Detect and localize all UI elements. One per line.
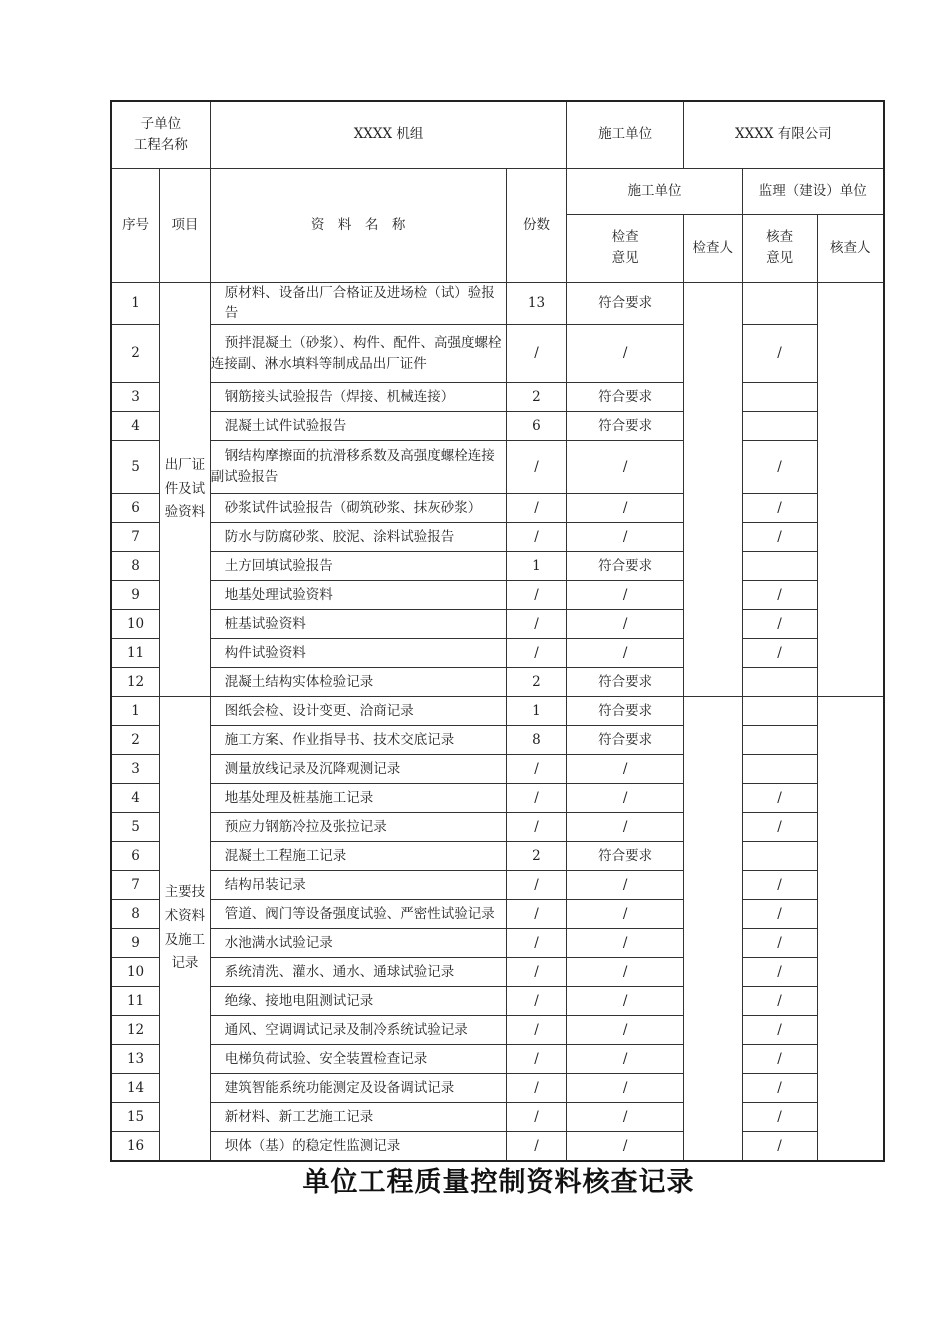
table-row bbox=[111, 900, 884, 929]
document-name: 混凝土结构实体检验记录 bbox=[210, 668, 506, 697]
verify-opinion-cell: / bbox=[742, 639, 817, 668]
copies-cell: / bbox=[506, 325, 567, 383]
verify-opinion-cell bbox=[742, 282, 817, 325]
copies-cell: / bbox=[506, 610, 567, 639]
verify-opinion-cell bbox=[742, 668, 817, 697]
row-number: 3 bbox=[111, 383, 160, 412]
category-label-line: 主要技 bbox=[164, 884, 206, 901]
contractor-group-header: 施工单位 bbox=[567, 168, 742, 214]
table-row bbox=[111, 987, 884, 1016]
row-number: 12 bbox=[111, 668, 160, 697]
category-label-line: 及施工 bbox=[164, 931, 206, 948]
table-row bbox=[111, 441, 884, 494]
row-number: 3 bbox=[111, 755, 160, 784]
checker-cell bbox=[683, 282, 742, 697]
check-opinion-cell: 符合要求 bbox=[567, 552, 683, 581]
check-opinion-cell: 符合要求 bbox=[567, 697, 683, 726]
project-label-line2: 工程名称 bbox=[133, 136, 188, 153]
verify-opinion-cell bbox=[742, 842, 817, 871]
col-checker-header: 检查人 bbox=[683, 214, 742, 282]
document-name: 地基处理及桩基施工记录 bbox=[210, 784, 506, 813]
col-verify-opinion-header bbox=[742, 214, 817, 282]
check-opinion-cell: / bbox=[567, 1074, 683, 1103]
table-row bbox=[111, 929, 884, 958]
table-row bbox=[111, 1016, 884, 1045]
table-row bbox=[111, 610, 884, 639]
check-opinion-cell: 符合要求 bbox=[567, 412, 683, 441]
document-name: 桩基试验资料 bbox=[210, 610, 506, 639]
row-number: 14 bbox=[111, 1074, 160, 1103]
table-row bbox=[111, 668, 884, 697]
copies-cell: / bbox=[506, 1074, 567, 1103]
verify-opinion-cell: / bbox=[742, 610, 817, 639]
row-number: 6 bbox=[111, 494, 160, 523]
verify-opinion-cell: / bbox=[742, 325, 817, 383]
copies-cell: / bbox=[506, 1132, 567, 1161]
verify-opinion-cell: / bbox=[742, 494, 817, 523]
verify-opinion-cell bbox=[742, 697, 817, 726]
document-name: 图纸会检、设计变更、洽商记录 bbox=[210, 697, 506, 726]
document-name: 钢筋接头试验报告（焊接、机械连接） bbox=[210, 383, 506, 412]
copies-cell: 1 bbox=[506, 697, 567, 726]
copies-cell: / bbox=[506, 755, 567, 784]
check-opinion-cell: / bbox=[567, 813, 683, 842]
row-number: 11 bbox=[111, 987, 160, 1016]
category-label-line: 件及试 bbox=[164, 480, 206, 497]
check-opinion-cell: / bbox=[567, 987, 683, 1016]
verify-opinion-cell: / bbox=[742, 1132, 817, 1161]
document-name: 混凝土试件试验报告 bbox=[210, 412, 506, 441]
document-name: 结构吊装记录 bbox=[210, 871, 506, 900]
check-opinion-cell: / bbox=[567, 1016, 683, 1045]
contractor-name-value: XXXX 有限公司 bbox=[683, 101, 884, 168]
table-row bbox=[111, 697, 884, 726]
check-opinion-cell: / bbox=[567, 523, 683, 552]
check-opinion-cell: / bbox=[567, 581, 683, 610]
row-number: 8 bbox=[111, 900, 160, 929]
check-opinion-cell: / bbox=[567, 871, 683, 900]
row-number: 9 bbox=[111, 581, 160, 610]
copies-cell: / bbox=[506, 581, 567, 610]
copies-cell: / bbox=[506, 1045, 567, 1074]
check-opinion-cell: 符合要求 bbox=[567, 383, 683, 412]
document-name: 土方回填试验报告 bbox=[210, 552, 506, 581]
page-title: 单位工程质量控制资料核查记录 bbox=[302, 1167, 695, 1198]
copies-cell: / bbox=[506, 523, 567, 552]
document-name: 建筑智能系统功能测定及设备调试记录 bbox=[210, 1074, 506, 1103]
category-label-line: 记录 bbox=[171, 955, 199, 972]
category-label-line: 出厂证 bbox=[164, 456, 206, 473]
check-opinion-cell: / bbox=[567, 441, 683, 494]
document-name: 新材料、新工艺施工记录 bbox=[210, 1103, 506, 1132]
verify-opinion-cell: / bbox=[742, 1103, 817, 1132]
table-row bbox=[111, 755, 884, 784]
table-row bbox=[111, 1132, 884, 1161]
verify-opinion-cell bbox=[742, 552, 817, 581]
row-number: 9 bbox=[111, 929, 160, 958]
copies-cell: / bbox=[506, 958, 567, 987]
row-number: 13 bbox=[111, 1045, 160, 1074]
table-row bbox=[111, 581, 884, 610]
check-opinion-cell: / bbox=[567, 639, 683, 668]
document-name: 坝体（基）的稳定性监测记录 bbox=[210, 1132, 506, 1161]
table-row bbox=[111, 1045, 884, 1074]
verify-opinion-cell: / bbox=[742, 581, 817, 610]
document-name: 地基处理试验资料 bbox=[210, 581, 506, 610]
copies-cell: 8 bbox=[506, 726, 567, 755]
table-row bbox=[111, 1074, 884, 1103]
check-opinion-cell: 符合要求 bbox=[567, 282, 683, 325]
verifier-cell bbox=[817, 282, 884, 697]
table-row bbox=[111, 494, 884, 523]
check-opinion-cell: / bbox=[567, 755, 683, 784]
verify-opinion-line2: 意见 bbox=[766, 250, 794, 266]
check-opinion-cell: 符合要求 bbox=[567, 668, 683, 697]
row-number: 7 bbox=[111, 871, 160, 900]
check-opinion-cell: / bbox=[567, 784, 683, 813]
copies-cell: 6 bbox=[506, 412, 567, 441]
copies-cell: / bbox=[506, 1016, 567, 1045]
row-number: 10 bbox=[111, 610, 160, 639]
copies-cell: / bbox=[506, 441, 567, 494]
table-row bbox=[111, 383, 884, 412]
document-name: 构件试验资料 bbox=[210, 639, 506, 668]
verify-opinion-cell bbox=[742, 726, 817, 755]
verify-opinion-cell: / bbox=[742, 871, 817, 900]
check-opinion-cell: / bbox=[567, 958, 683, 987]
table-row bbox=[111, 552, 884, 581]
document-name: 通风、空调调试记录及制冷系统试验记录 bbox=[210, 1016, 506, 1045]
table-row bbox=[111, 325, 884, 383]
row-number: 10 bbox=[111, 958, 160, 987]
table-row bbox=[111, 412, 884, 441]
table-row bbox=[111, 842, 884, 871]
check-opinion-cell: / bbox=[567, 325, 683, 383]
table-row bbox=[111, 726, 884, 755]
col-copies-header: 份数 bbox=[506, 168, 567, 282]
verify-opinion-cell: / bbox=[742, 813, 817, 842]
project-header-row bbox=[111, 101, 884, 168]
check-opinion-cell: 符合要求 bbox=[567, 726, 683, 755]
document-name: 施工方案、作业指导书、技术交底记录 bbox=[210, 726, 506, 755]
table-row bbox=[111, 639, 884, 668]
document-name: 水池满水试验记录 bbox=[210, 929, 506, 958]
document-name: 管道、阀门等设备强度试验、严密性试验记录 bbox=[210, 900, 506, 929]
category-cell bbox=[160, 697, 211, 1161]
check-opinion-cell: / bbox=[567, 494, 683, 523]
verify-opinion-cell: / bbox=[742, 987, 817, 1016]
project-label-line1: 子单位 bbox=[140, 115, 182, 132]
table-row bbox=[111, 523, 884, 552]
col-verifier-header: 核查人 bbox=[817, 214, 884, 282]
document-name: 砂浆试件试验报告（砌筑砂浆、抹灰砂浆） bbox=[210, 494, 506, 523]
copies-cell: / bbox=[506, 987, 567, 1016]
copies-cell: / bbox=[506, 900, 567, 929]
col-seq-header: 序号 bbox=[111, 168, 160, 282]
check-opinion-cell: / bbox=[567, 900, 683, 929]
row-number: 1 bbox=[111, 697, 160, 726]
row-number: 12 bbox=[111, 1016, 160, 1045]
project-name-value: XXXX 机组 bbox=[210, 101, 567, 168]
row-number: 7 bbox=[111, 523, 160, 552]
verify-opinion-cell: / bbox=[742, 900, 817, 929]
check-opinion-cell: / bbox=[567, 929, 683, 958]
table-row bbox=[111, 958, 884, 987]
document-name: 防水与防腐砂浆、胶泥、涂料试验报告 bbox=[210, 523, 506, 552]
copies-cell: 2 bbox=[506, 842, 567, 871]
row-number: 2 bbox=[111, 726, 160, 755]
table-row bbox=[111, 813, 884, 842]
row-number: 5 bbox=[111, 813, 160, 842]
quality-control-table-container bbox=[110, 100, 885, 1162]
table-row bbox=[111, 282, 884, 325]
supervisor-group-header: 监理（建设）单位 bbox=[742, 168, 884, 214]
copies-cell: / bbox=[506, 929, 567, 958]
verify-opinion-cell: / bbox=[742, 523, 817, 552]
copies-cell: 13 bbox=[506, 282, 567, 325]
document-name: 系统清洗、灌水、通水、通球试验记录 bbox=[210, 958, 506, 987]
col-item-header: 项目 bbox=[160, 168, 211, 282]
verify-opinion-cell bbox=[742, 412, 817, 441]
check-opinion-cell: / bbox=[567, 1132, 683, 1161]
quality-control-table bbox=[110, 100, 885, 1162]
check-opinion-cell: / bbox=[567, 1045, 683, 1074]
column-header-row-1 bbox=[111, 168, 884, 214]
document-name: 预应力钢筋冷拉及张拉记录 bbox=[210, 813, 506, 842]
verify-opinion-cell: / bbox=[742, 958, 817, 987]
row-number: 1 bbox=[111, 282, 160, 325]
category-label-line: 验资料 bbox=[164, 504, 206, 521]
table-row bbox=[111, 784, 884, 813]
verify-opinion-cell: / bbox=[742, 441, 817, 494]
document-name: 绝缘、接地电阻测试记录 bbox=[210, 987, 506, 1016]
verifier-cell bbox=[817, 697, 884, 1161]
contractor-label: 施工单位 bbox=[567, 101, 683, 168]
row-number: 16 bbox=[111, 1132, 160, 1161]
col-doc-name-header: 资 料 名 称 bbox=[210, 168, 506, 282]
document-name: 电梯负荷试验、安全装置检查记录 bbox=[210, 1045, 506, 1074]
check-opinion-line2: 意见 bbox=[611, 250, 639, 266]
document-name: 测量放线记录及沉降观测记录 bbox=[210, 755, 506, 784]
document-name: 钢结构摩擦面的抗滑移系数及高强度螺栓连接副试验报告 bbox=[210, 441, 506, 494]
col-check-opinion-header bbox=[567, 214, 683, 282]
category-label-line: 术资料 bbox=[164, 907, 206, 924]
copies-cell: 2 bbox=[506, 383, 567, 412]
row-number: 4 bbox=[111, 784, 160, 813]
copies-cell: / bbox=[506, 813, 567, 842]
copies-cell: / bbox=[506, 494, 567, 523]
verify-opinion-cell: / bbox=[742, 1045, 817, 1074]
row-number: 2 bbox=[111, 325, 160, 383]
check-opinion-cell: / bbox=[567, 1103, 683, 1132]
project-name-label bbox=[111, 101, 210, 168]
copies-cell: 2 bbox=[506, 668, 567, 697]
verify-opinion-cell: / bbox=[742, 784, 817, 813]
row-number: 11 bbox=[111, 639, 160, 668]
row-number: 8 bbox=[111, 552, 160, 581]
row-number: 15 bbox=[111, 1103, 160, 1132]
checker-cell bbox=[683, 697, 742, 1161]
row-number: 6 bbox=[111, 842, 160, 871]
category-cell bbox=[160, 282, 211, 697]
verify-opinion-cell: / bbox=[742, 1074, 817, 1103]
verify-opinion-cell: / bbox=[742, 1016, 817, 1045]
copies-cell: 1 bbox=[506, 552, 567, 581]
document-name: 原材料、设备出厂合格证及进场检（试）验报告 bbox=[210, 282, 506, 325]
check-opinion-line1: 检查 bbox=[611, 229, 639, 246]
copies-cell: / bbox=[506, 1103, 567, 1132]
row-number: 5 bbox=[111, 441, 160, 494]
table-row bbox=[111, 871, 884, 900]
document-name: 混凝土工程施工记录 bbox=[210, 842, 506, 871]
verify-opinion-cell bbox=[742, 383, 817, 412]
verify-opinion-cell bbox=[742, 755, 817, 784]
document-name: 预拌混凝土（砂浆）、构件、配件、高强度螺栓连接副、淋水填料等制成品出厂证件 bbox=[210, 325, 506, 383]
verify-opinion-cell: / bbox=[742, 929, 817, 958]
copies-cell: / bbox=[506, 871, 567, 900]
copies-cell: / bbox=[506, 784, 567, 813]
verify-opinion-line1: 核查 bbox=[766, 229, 794, 246]
check-opinion-cell: / bbox=[567, 610, 683, 639]
table-row bbox=[111, 1103, 884, 1132]
copies-cell: / bbox=[506, 639, 567, 668]
row-number: 4 bbox=[111, 412, 160, 441]
check-opinion-cell: 符合要求 bbox=[567, 842, 683, 871]
